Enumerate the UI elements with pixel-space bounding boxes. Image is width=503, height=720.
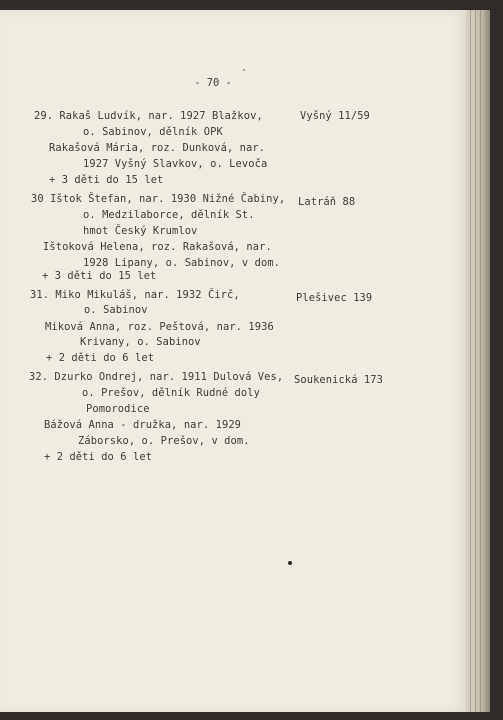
entry-32-line-6: + 2 děti do 6 let [44,451,153,463]
entry-30-line-6: + 3 děti do 15 let [42,270,157,282]
entry-31-residence: Plešivec 139 [296,292,373,304]
entry-30-line-2: o. Medzilaborce, dělník St. [83,209,255,221]
entry-31-line-5: + 2 děti do 6 let [46,352,155,364]
entry-31-line-4: Krivany, o. Sabinov [80,336,201,348]
page-number: - 70 - [194,77,232,89]
entry-32-residence: Soukenická 173 [294,374,383,386]
ink-speck [243,69,245,71]
binding-line [480,10,481,712]
entry-32-line-2: o. Prešov, dělník Rudné doly [82,387,260,399]
entry-32-line-3: Pomorodice [86,403,150,415]
entry-31-line-2: o. Sabinov [84,304,148,316]
entry-29-residence: Vyšný 11/59 [300,110,370,122]
entry-30-line-1: 30 Ištok Štefan, nar. 1930 Nižné Čabiny, [31,193,286,205]
entry-31-line-1: 31. Miko Mikuláš, nar. 1932 Čirč, [30,289,240,301]
entry-32-line-4: Bážová Anna - družka, nar. 1929 [44,419,242,431]
entry-30-residence: Latráň 88 [298,196,356,208]
entry-32-line-1: 32. Dzurko Ondrej, nar. 1911 Dulová Ves, [29,371,284,383]
ink-speck [288,561,292,565]
entry-29-line-3: Rakašová Mária, roz. Dunková, nar. [49,142,266,154]
entry-29-line-5: + 3 děti do 15 let [49,174,164,186]
entry-29-line-4: 1927 Vyšný Slavkov, o. Levoča [83,158,268,170]
entry-30-line-5: 1928 Lipany, o. Sabinov, v dom. [83,257,281,269]
entry-29-line-1: 29. Rakaš Ludvík, nar. 1927 Blažkov, [34,110,263,122]
entry-31-line-3: Miková Anna, roz. Peštová, nar. 1936 [45,321,274,333]
binding-line [470,10,471,712]
entry-30-line-4: Ištoková Helena, roz. Rakašová, nar. [43,241,272,253]
entry-29-line-2: o. Sabinov, dělník OPK [83,126,223,138]
entry-30-line-3: hmot Český Krumlov [83,225,198,237]
binding-line [475,10,476,712]
entry-32-line-5: Záborsko, o. Prešov, v dom. [78,435,250,447]
